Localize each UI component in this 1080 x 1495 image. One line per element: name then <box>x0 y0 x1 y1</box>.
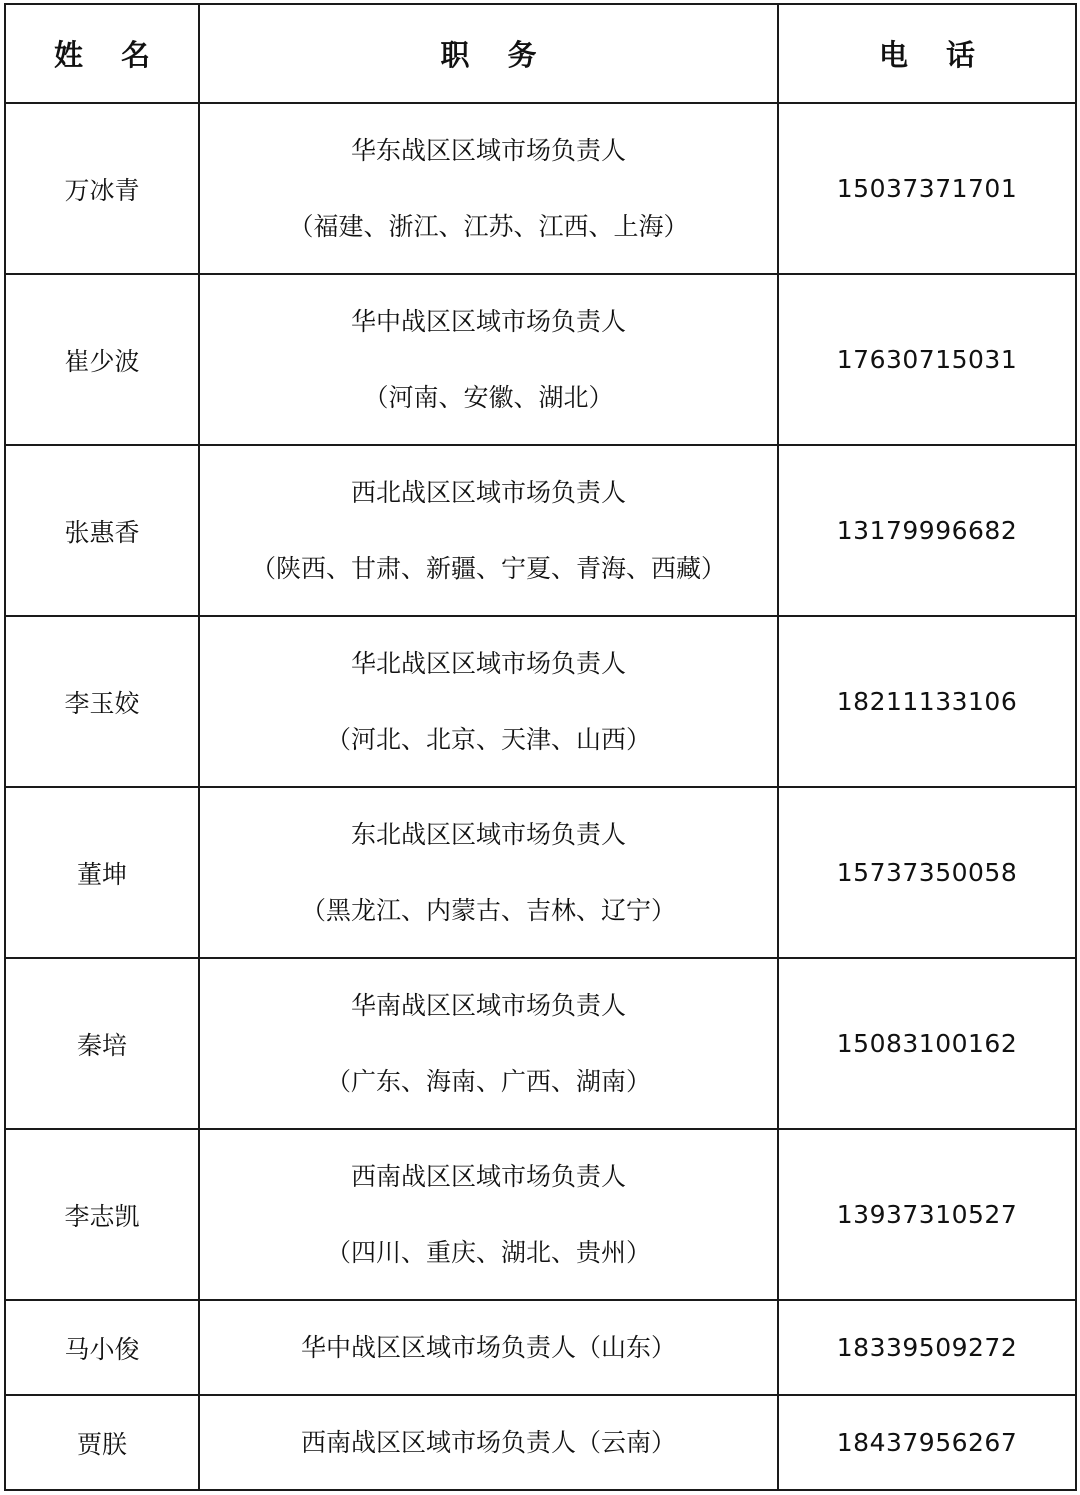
header-name: 姓 名 <box>5 4 199 103</box>
role-title: 华中战区区域市场负责人 <box>350 306 626 336</box>
table-row <box>5 616 1076 787</box>
phone-cell: 15737350058 <box>778 787 1076 958</box>
name-cell: 马小俊 <box>5 1300 199 1395</box>
table-header-row <box>5 4 1076 103</box>
phone-cell: 13937310527 <box>778 1129 1076 1300</box>
role-regions: （河北、北京、天津、山西） <box>325 724 651 754</box>
role-regions: （陕西、甘肃、新疆、宁夏、青海、西藏） <box>250 553 726 583</box>
table-row <box>5 787 1076 958</box>
role-title: 西北战区区域市场负责人 <box>350 477 626 507</box>
role-regions: （广东、海南、广西、湖南） <box>325 1066 651 1096</box>
role-cell <box>199 1300 778 1395</box>
name-cell: 贾朕 <box>5 1395 199 1490</box>
role-cell <box>199 1129 778 1300</box>
role-title: 华中战区区域市场负责人（山东） <box>300 1332 676 1362</box>
table-row <box>5 274 1076 445</box>
role-title: 西南战区区域市场负责人 <box>350 1161 626 1191</box>
role-cell <box>199 787 778 958</box>
header-role: 职 务 <box>199 4 778 103</box>
phone-cell: 15083100162 <box>778 958 1076 1129</box>
table-row <box>5 445 1076 616</box>
name-cell: 董坤 <box>5 787 199 958</box>
role-cell <box>199 445 778 616</box>
table-row <box>5 1129 1076 1300</box>
table-row <box>5 1300 1076 1395</box>
role-title: 华北战区区域市场负责人 <box>350 648 626 678</box>
phone-cell: 17630715031 <box>778 274 1076 445</box>
table-row <box>5 1395 1076 1490</box>
role-title: 华南战区区域市场负责人 <box>350 990 626 1020</box>
table-row <box>5 958 1076 1129</box>
name-cell: 李玉姣 <box>5 616 199 787</box>
table-row <box>5 103 1076 274</box>
phone-cell: 13179996682 <box>778 445 1076 616</box>
role-cell <box>199 1395 778 1490</box>
name-cell: 李志凯 <box>5 1129 199 1300</box>
role-regions: （四川、重庆、湖北、贵州） <box>325 1237 651 1267</box>
role-title: 西南战区区域市场负责人（云南） <box>300 1427 676 1457</box>
phone-cell: 18339509272 <box>778 1300 1076 1395</box>
phone-cell: 18437956267 <box>778 1395 1076 1490</box>
role-title: 华东战区区域市场负责人 <box>350 135 626 165</box>
role-title: 东北战区区域市场负责人 <box>350 819 626 849</box>
role-cell <box>199 103 778 274</box>
role-cell <box>199 274 778 445</box>
header-phone: 电 话 <box>778 4 1076 103</box>
name-cell: 张惠香 <box>5 445 199 616</box>
role-regions: （河南、安徽、湖北） <box>363 382 614 412</box>
role-cell <box>199 616 778 787</box>
name-cell: 崔少波 <box>5 274 199 445</box>
phone-cell: 15037371701 <box>778 103 1076 274</box>
role-cell <box>199 958 778 1129</box>
role-regions: （福建、浙江、江苏、江西、上海） <box>288 211 689 241</box>
name-cell: 万冰青 <box>5 103 199 274</box>
contact-table <box>4 3 1077 1491</box>
phone-cell: 18211133106 <box>778 616 1076 787</box>
name-cell: 秦培 <box>5 958 199 1129</box>
role-regions: （黑龙江、内蒙古、吉林、辽宁） <box>300 895 676 925</box>
